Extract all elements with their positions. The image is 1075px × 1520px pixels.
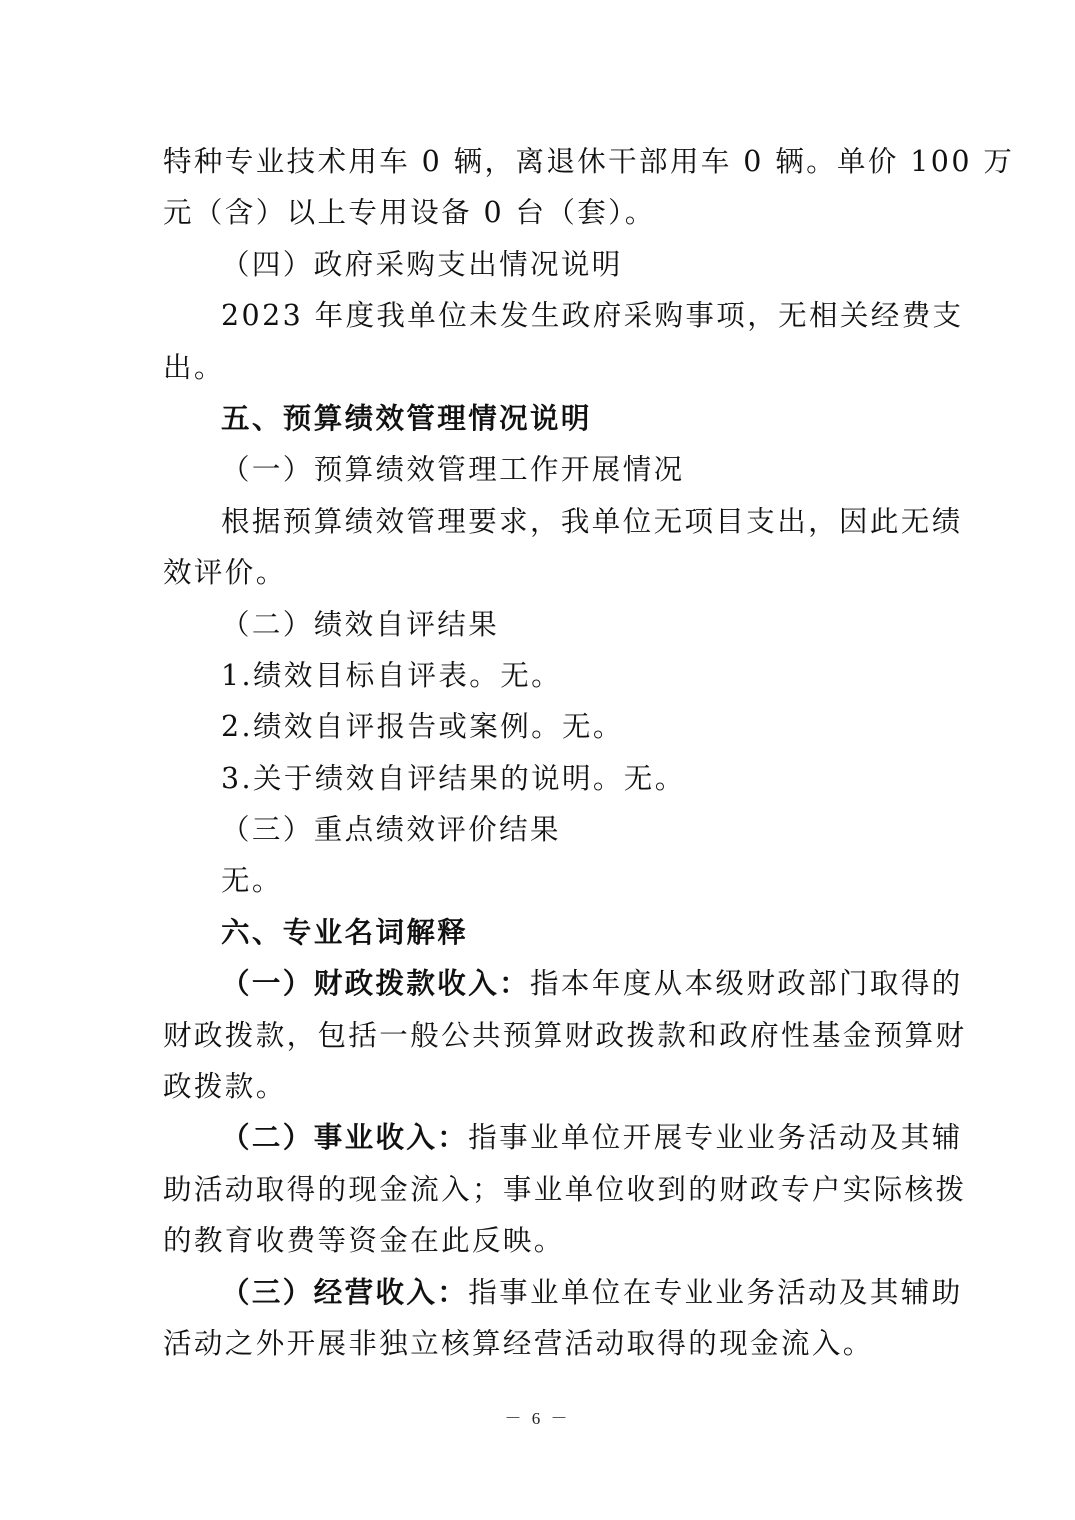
page-body xyxy=(163,136,1015,1369)
section-heading-performance-management: 五、预算绩效管理情况说明 xyxy=(221,400,592,435)
glossary-entry-line xyxy=(163,1267,963,1318)
page-number: － 6 － xyxy=(504,1409,571,1428)
list-item: 1.绩效目标自评表。无。 xyxy=(221,658,562,692)
subsection-heading-government-procurement: （四）政府采购支出情况说明 xyxy=(221,247,623,281)
section-heading-glossary: 六、专业名词解释 xyxy=(221,914,469,949)
list-item: 2.绩效自评报告或案例。无。 xyxy=(221,710,624,744)
paragraph-line: 助活动取得的现金流入；事业单位收到的财政专户实际核拨 xyxy=(163,1172,967,1206)
subsection-heading-self-evaluation: （二）绩效自评结果 xyxy=(221,607,500,641)
paragraph-line: 活动之外开展非独立核算经营活动取得的现金流入。 xyxy=(163,1326,874,1360)
glossary-term: （三）经营收入： xyxy=(221,1274,469,1309)
list-item: 3.关于绩效自评结果的说明。无。 xyxy=(221,761,686,795)
glossary-definition: 指事业单位在专业业务活动及其辅助 xyxy=(468,1275,963,1309)
paragraph-line: 效评价。 xyxy=(163,556,287,590)
paragraph-line: 根据预算绩效管理要求，我单位无项目支出，因此无绩 xyxy=(221,504,963,538)
glossary-term: （二）事业收入： xyxy=(221,1120,469,1155)
paragraph-line: 出。 xyxy=(163,350,225,384)
paragraph-line: 元（含）以上专用设备 0 台（套）。 xyxy=(163,196,656,230)
glossary-entry-line xyxy=(163,1112,963,1163)
glossary-definition: 指本年度从本级财政部门取得的 xyxy=(530,967,963,1001)
subsection-heading-key-evaluation: （三）重点绩效评价结果 xyxy=(221,813,561,847)
glossary-definition: 指事业单位开展专业业务活动及其辅 xyxy=(468,1121,963,1155)
paragraph-line: 政拨款。 xyxy=(163,1070,287,1104)
paragraph-line: 2023 年度我单位未发生政府采购事项，无相关经费支 xyxy=(221,299,964,333)
paragraph-line: 的教育收费等资金在此反映。 xyxy=(163,1224,565,1258)
glossary-term: （一）财政拨款收入： xyxy=(221,966,531,1001)
glossary-entry-line xyxy=(163,958,963,1009)
paragraph-line: 无。 xyxy=(221,864,283,898)
paragraph-line: 特种专业技术用车 0 辆，离退休干部用车 0 辆。单价 100 万 xyxy=(163,145,1015,178)
subsection-heading-performance-work: （一）预算绩效管理工作开展情况 xyxy=(221,453,685,487)
paragraph-line: 财政拨款，包括一般公共预算财政拨款和政府性基金预算财 xyxy=(163,1018,967,1052)
